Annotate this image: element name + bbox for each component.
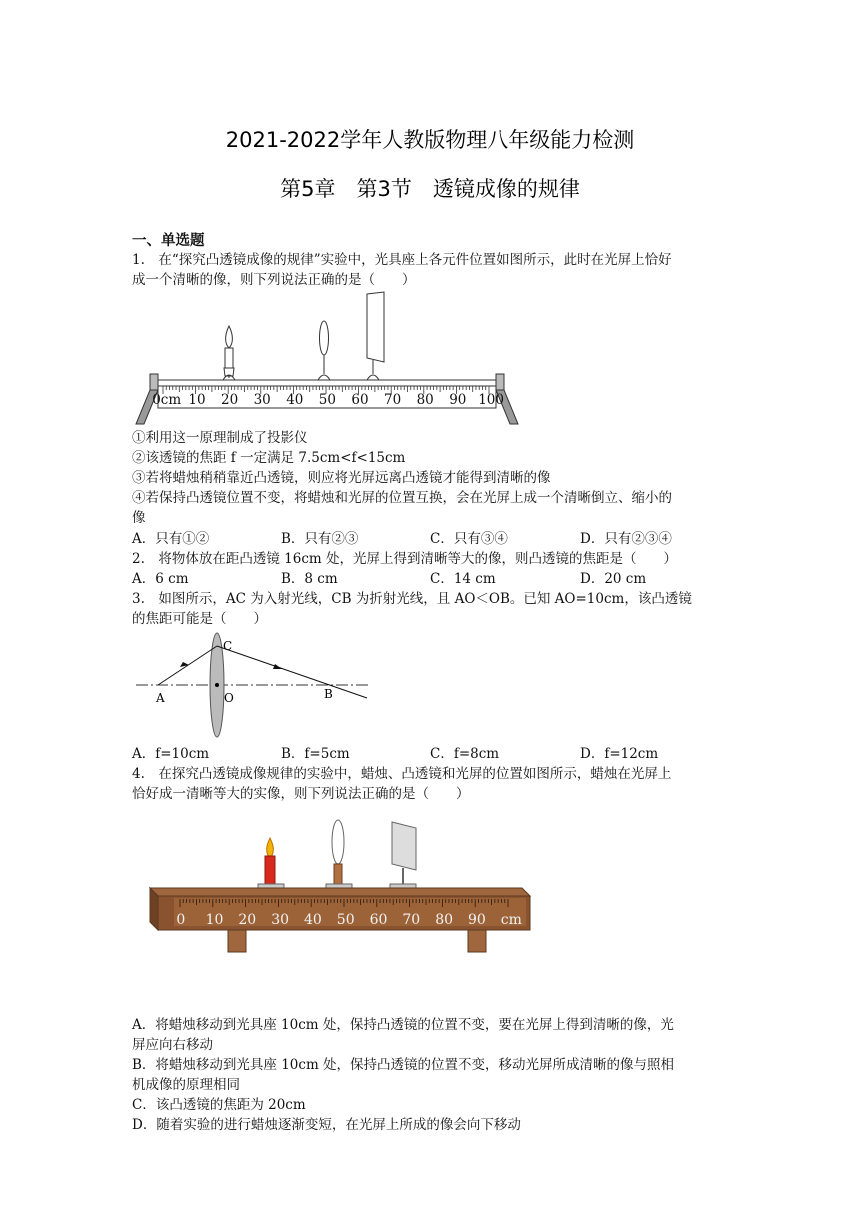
- q1-stem-line2: 成一个清晰的像，则下列说法正确的是（ ）: [132, 272, 416, 288]
- q2-option-a[interactable]: A．6 cm: [132, 571, 189, 587]
- q1-statement-2: ②该透镜的焦距 f 一定满足 7.5cm<f<15cm: [132, 450, 406, 466]
- ruler-tick-label: 90: [449, 392, 467, 408]
- ruler-tick-label: 30: [253, 392, 271, 408]
- q3-stem-line1: 3. 如图所示，AC 为入射光线，CB 为折射光线，且 AO＜OB。已知 AO=10cm，该凸透镜: [132, 591, 692, 607]
- ruler-tick-label: 10: [205, 912, 224, 928]
- q4-stem-line2: 恰好成一清晰等大的实像，则下列说法正确的是（ ）: [132, 786, 470, 802]
- candle-icon: [223, 326, 235, 380]
- ruler-tick-label: 70: [402, 912, 421, 928]
- ruler-tick-label: 40: [304, 912, 322, 928]
- ruler-tick-label: 70: [384, 392, 402, 408]
- section-title: 一、单选题: [132, 233, 205, 249]
- q1-option-d[interactable]: D．只有②③④: [580, 531, 672, 547]
- label-a: A: [156, 691, 165, 705]
- ruler-tick-label: 60: [369, 912, 388, 928]
- ruler-tick-label: 50: [336, 912, 355, 928]
- q1-optical-bench-figure: [132, 290, 522, 426]
- q4-option-c[interactable]: C．该凸透镜的焦距为 20cm: [132, 1097, 306, 1113]
- q1-statement-4-cont: 像: [132, 510, 146, 526]
- q1-statement-4: ④若保持凸透镜位置不变，将蜡烛和光屏的位置互换，会在光屏上成一个清晰倒立、缩小的: [132, 490, 672, 506]
- q2-option-d[interactable]: D．20 cm: [580, 571, 647, 587]
- q4-optical-bench-figure: [148, 818, 532, 956]
- ruler-tick-label: 80: [435, 912, 454, 928]
- ruler-tick-label: cm: [500, 912, 522, 928]
- q3-option-a[interactable]: A．f=10cm: [132, 746, 210, 762]
- q1-option-b[interactable]: B．只有②③: [281, 531, 359, 547]
- ruler-tick-label: 30: [271, 912, 290, 928]
- q1-stem-line1: 1. 在“探究凸透镜成像的规律”实验中，光具座上各元件位置如图所示，此时在光屏上恰好: [132, 252, 672, 268]
- ruler-tick-label: 80: [416, 392, 434, 408]
- q1-option-c[interactable]: C．只有③④: [430, 531, 508, 547]
- q4-option-b-line1[interactable]: B．将蜡烛移动到光具座 10cm 处，保持凸透镜的位置不变，移动光屏所成清晰的像与照相: [132, 1057, 675, 1073]
- q4-option-d[interactable]: D．随着实验的进行蜡烛逐渐变短，在光屏上所成的像会向下移动: [132, 1117, 521, 1133]
- ruler-tick-label: 20: [238, 912, 257, 928]
- label-o: O: [224, 691, 234, 705]
- q1-statement-3: ③若将蜡烛稍稍靠近凸透镜，则应将光屏远离凸透镜才能得到清晰的像: [132, 470, 551, 486]
- screen-icon: [367, 292, 384, 380]
- q2-option-c[interactable]: C．14 cm: [430, 571, 496, 587]
- candle-icon: [258, 838, 284, 892]
- ruler-tick-label: 90: [468, 912, 486, 928]
- label-b: B: [324, 687, 333, 701]
- q3-stem-line2: 的焦距可能是（ ）: [132, 611, 267, 627]
- q3-option-b[interactable]: B．f=5cm: [281, 746, 350, 762]
- q2-stem: 2. 将物体放在距凸透镜 16cm 处，光屏上得到清晰等大的像，则凸透镜的焦距是（ ）: [132, 551, 678, 567]
- ruler-tick-label: 20: [221, 392, 239, 408]
- refracted-ray: [217, 646, 367, 698]
- q1-statement-1: ①利用这一原理制成了投影仪: [132, 430, 308, 446]
- lens-icon: [318, 321, 330, 380]
- page-title: 2021-2022学年人教版物理八年级能力检测: [225, 128, 635, 152]
- ruler-tick-label: 0: [176, 912, 186, 928]
- lens-icon: [326, 820, 352, 892]
- q3-ray-diagram: [132, 630, 372, 740]
- q4-option-b-line2[interactable]: 机成像的原理相同: [132, 1077, 240, 1093]
- q1-option-a[interactable]: A．只有①②: [132, 531, 210, 547]
- ruler-tick-label: 10: [188, 392, 206, 408]
- q2-option-b[interactable]: B．8 cm: [281, 571, 338, 587]
- ruler-tick-label: 0cm: [152, 392, 182, 408]
- ruler-tick-label: 40: [286, 392, 304, 408]
- q4-stem-line1: 4. 在探究凸透镜成像规律的实验中，蜡烛、凸透镜和光屏的位置如图所示，蜡烛在光屏上: [132, 766, 672, 782]
- label-c: C: [223, 639, 233, 653]
- ruler-tick-label: 100: [478, 392, 504, 408]
- q4-option-a-line2[interactable]: 屏应向右移动: [132, 1037, 213, 1053]
- q3-option-d[interactable]: D．f=12cm: [580, 746, 659, 762]
- ruler-tick-label: 50: [318, 392, 336, 408]
- q4-option-a-line1[interactable]: A．将蜡烛移动到光具座 10cm 处，保持凸透镜的位置不变，要在光屏上得到清晰的像，光: [132, 1017, 674, 1033]
- incident-ray: [158, 646, 217, 685]
- screen-icon: [390, 822, 416, 892]
- ruler-tick-label: 60: [351, 392, 369, 408]
- page-subtitle: 第5章 第3节 透镜成像的规律: [280, 177, 580, 201]
- q3-option-c[interactable]: C．f=8cm: [430, 746, 500, 762]
